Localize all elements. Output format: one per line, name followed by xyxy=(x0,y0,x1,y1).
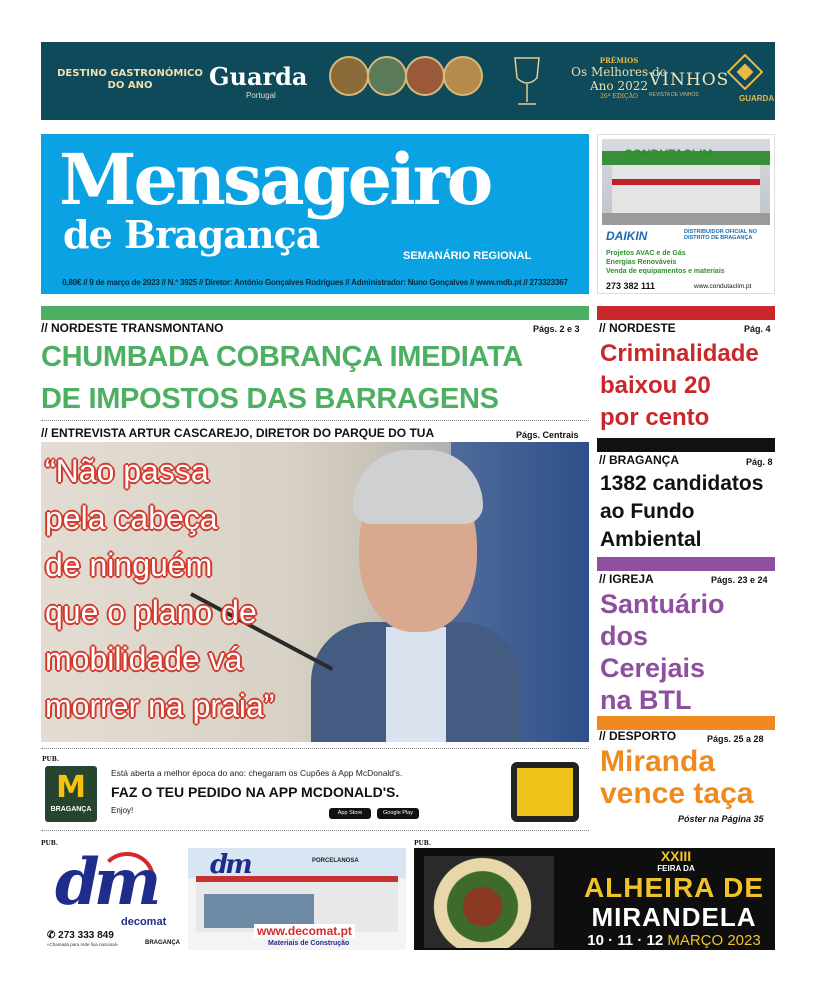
newspaper-title: Mensageiro xyxy=(59,138,491,221)
igreja-headline[interactable] xyxy=(600,588,725,716)
alheira-mirandela: MIRANDELA xyxy=(591,902,757,932)
revista-vinhos-logo: VINHOS xyxy=(649,70,730,90)
services-list xyxy=(606,249,725,276)
premios-title: Os Melhores do Ano 2022 xyxy=(571,65,667,93)
headline-line: Santuário xyxy=(600,589,725,619)
decomat-phone-number: 273 333 849 xyxy=(58,930,114,941)
premios-edition: 26ª EDIÇÃO xyxy=(600,93,638,100)
condutaclim-name: CONDUTACLIM xyxy=(624,147,713,161)
desporto-pages: Págs. 25 a 28 xyxy=(707,734,764,744)
store-windows xyxy=(204,894,314,928)
headline-line: na BTL xyxy=(600,685,692,715)
decomat-phone: ✆ 273 333 849 xyxy=(47,930,114,941)
section-rule-green xyxy=(41,306,589,320)
headline-line: Criminalidade xyxy=(600,340,759,367)
quote-line: de ninguém xyxy=(45,547,213,583)
nordeste-pages: Pág. 4 xyxy=(744,324,771,334)
pub-label: PUB. xyxy=(41,840,58,847)
shirt-shape xyxy=(386,627,446,742)
section-bar-red xyxy=(597,306,775,320)
food-photo-circle xyxy=(329,56,369,96)
headline-line: por cento xyxy=(600,404,710,431)
mcdonalds-enjoy: Enjoy! xyxy=(111,806,134,815)
decomat-name: decomat xyxy=(121,916,167,928)
alheira-month: MARÇO 2023 xyxy=(667,932,761,949)
braganca-headline[interactable] xyxy=(600,470,763,554)
headline-line: ao Fundo xyxy=(600,500,695,523)
premios-label: PRÉMIOS xyxy=(599,56,639,65)
lead-pages: Págs. 2 e 3 xyxy=(533,324,580,334)
interview-quote xyxy=(45,448,345,730)
distributor-text: DISTRIBUIDOR OFICIAL NO DISTRITO DE BRAGANÇA xyxy=(684,229,757,241)
lead-headline-line: DE IMPOSTOS DAS BARRAGENS xyxy=(41,383,499,415)
section-bar-purple xyxy=(597,557,775,571)
quote-line: que o plano de xyxy=(45,594,257,630)
mcdonalds-arches-icon: M xyxy=(56,770,86,805)
mcdonalds-cta: FAZ O TEU PEDIDO NA APP MCDONALD'S. xyxy=(111,784,400,800)
castle-photo-circle xyxy=(443,56,483,96)
divider xyxy=(41,748,589,749)
quote-line: pela cabeça xyxy=(45,500,218,536)
revista-vinhos-sub: REVISTA DE VINHOS xyxy=(649,92,699,98)
guarda-portugal-text: Portugal xyxy=(246,91,276,100)
guarda-ad-banner[interactable] xyxy=(41,42,775,120)
service-item: Energias Renováveis xyxy=(606,259,677,266)
quote-line: morrer na praia” xyxy=(45,688,275,724)
municipio-crest-icon xyxy=(727,54,763,90)
alheira-edition: XXIII xyxy=(660,848,692,864)
condutaclim-phone: 273 382 111 xyxy=(606,281,656,291)
pub-label: PUB. xyxy=(414,840,431,847)
lead-headline-line: CHUMBADA COBRANÇA IMEDIATA xyxy=(41,341,523,373)
landscape-photo-circle xyxy=(367,56,407,96)
headline-line: Miranda xyxy=(600,745,716,778)
issue-info: 0,80€ // 9 de março de 2023 // N.º 3925 // Diretor: António Gonçalves Rodrigues // Administrador: Nuno Gonçalves // www.mdb.pt // 273323367 xyxy=(62,278,568,287)
headline-line: 1382 candidatos xyxy=(600,472,764,495)
feira-alheira-ad[interactable] xyxy=(414,848,775,950)
lead-section-label: // NORDESTE TRANSMONTANO xyxy=(41,321,224,335)
divider xyxy=(41,830,589,831)
municipio-guarda-text: GUARDA xyxy=(739,94,775,103)
service-item: Projetos AVAC e de Gás xyxy=(606,250,686,257)
condutaclim-website[interactable]: www.condutaclim.pt xyxy=(694,283,752,290)
igreja-section-label: // IGREJA xyxy=(599,572,654,586)
decomat-phone-note: «Chamada para rede fixa nacional» xyxy=(47,942,119,947)
service-item: Venda de equipamentos e materiais xyxy=(606,268,725,275)
decomat-store-ad[interactable] xyxy=(188,848,406,950)
decomat-website[interactable]: www.decomat.pt xyxy=(254,924,355,938)
destino-gastronomico-text: DESTINO GASTRONÓMICO DO ANO xyxy=(57,68,203,91)
interview-section-label: // ENTREVISTA ARTUR CASCAREJO, DIRETOR DO PARQUE DO TUA xyxy=(41,426,435,440)
igreja-pages: Págs. 23 e 24 xyxy=(711,575,768,585)
alheira-days: 10 · 11 · 12 xyxy=(587,932,664,949)
interview-photo[interactable] xyxy=(41,442,589,742)
wine-glass-icon xyxy=(507,54,547,110)
decomat-logo-ad[interactable] xyxy=(41,845,181,950)
nordeste-section-label: // NORDESTE xyxy=(599,321,676,335)
divider xyxy=(41,420,589,421)
section-bar-orange xyxy=(597,716,775,730)
section-bar-black xyxy=(597,438,775,452)
lead-headline[interactable] xyxy=(41,336,589,420)
mcdonalds-text: Está aberta a melhor época do ano: chegaram os Cupões à App McDonald's. xyxy=(111,768,403,778)
mcdonalds-ad[interactable] xyxy=(41,758,589,824)
desporto-section-label: // DESPORTO xyxy=(599,729,677,743)
poster-note: Póster na Página 35 xyxy=(678,814,764,824)
interview-pages: Págs. Centrais xyxy=(516,430,579,440)
town-photo-circle xyxy=(405,56,445,96)
headline-line: dos xyxy=(600,621,649,651)
headline-line: Cerejais xyxy=(600,653,706,683)
headline-line: Ambiental xyxy=(600,528,702,551)
decomat-city: BRAGANÇA xyxy=(145,940,180,946)
pub-label: PUB. xyxy=(42,756,59,763)
braganca-section-label: // BRAGANÇA xyxy=(599,453,679,467)
daikin-logo: DAIKIN xyxy=(606,229,648,243)
decomat-tagline: Materiais de Construção xyxy=(268,940,350,947)
alheira-dates xyxy=(574,932,774,949)
alheira-title: ALHEIRA DE xyxy=(583,872,765,903)
mcdonalds-location: BRAGANÇA xyxy=(50,806,92,813)
quote-line: mobilidade vá xyxy=(45,641,243,677)
porcelanosa-sign: PORCELANOSA xyxy=(312,858,359,864)
decomat-dm-logo: dm xyxy=(55,845,156,920)
alheira-plate-photo xyxy=(424,856,554,948)
mcdonalds-logo xyxy=(45,766,97,822)
decomat-store-logo: dm xyxy=(210,850,250,880)
masthead xyxy=(41,134,589,294)
desporto-headline[interactable] xyxy=(600,746,753,810)
tagline: SEMANÁRIO REGIONAL xyxy=(403,250,532,262)
headline-line: baixou 20 xyxy=(600,372,711,399)
alheira-feira: FEIRA DA xyxy=(657,864,695,873)
google-play-badge[interactable]: Google Play xyxy=(377,808,419,819)
phone-image xyxy=(511,762,579,822)
headline-line: vence taça xyxy=(600,777,754,810)
quote-line: “Não passa xyxy=(45,453,209,489)
guarda-logo-text: Guarda xyxy=(209,62,308,91)
nordeste-headline[interactable] xyxy=(600,338,759,434)
braganca-pages: Pág. 8 xyxy=(746,457,773,467)
app-store-badge[interactable]: App Store xyxy=(329,808,371,819)
newspaper-subtitle: de Bragança xyxy=(63,212,320,257)
condutaclim-ad[interactable] xyxy=(597,134,775,294)
